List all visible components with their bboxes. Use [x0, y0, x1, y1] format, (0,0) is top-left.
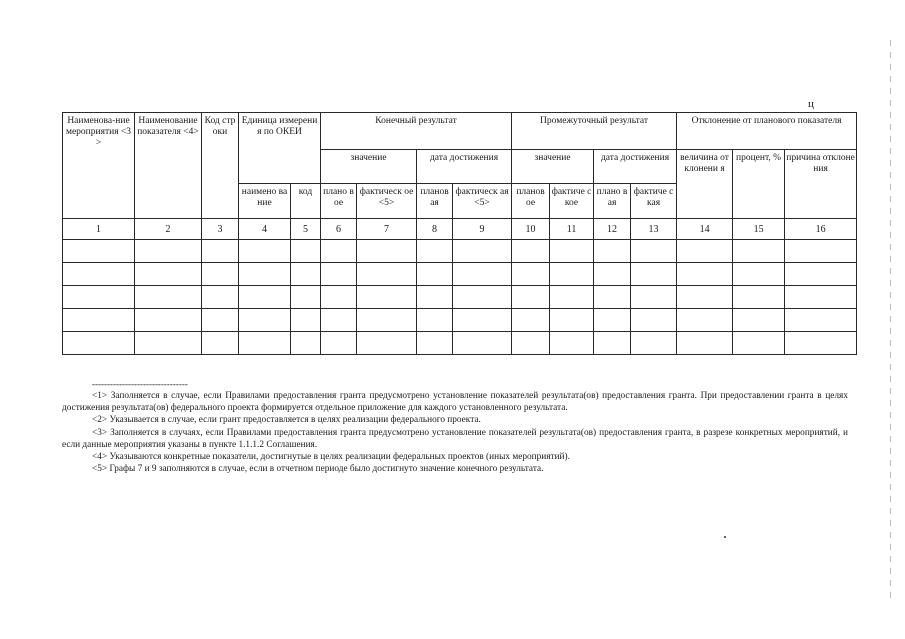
column-number: 8 — [417, 219, 453, 240]
table-cell — [321, 286, 357, 309]
column-number: 13 — [631, 219, 677, 240]
table-cell — [550, 286, 594, 309]
table-row — [63, 309, 857, 332]
table-cell — [453, 332, 512, 355]
table-cell — [785, 240, 857, 263]
column-number-row — [63, 219, 857, 240]
table-row — [63, 286, 857, 309]
column-number: 15 — [733, 219, 785, 240]
header-deviation: Отклонение от планового показателя — [677, 113, 857, 150]
table-cell — [733, 240, 785, 263]
table-cell — [594, 240, 631, 263]
table-cell — [135, 309, 202, 332]
header-indicator-name: Наименование показателя <4> — [135, 113, 202, 219]
header-deviation-percent: процент, % — [733, 150, 785, 219]
header-deviation-value: величина отклонени я — [677, 150, 733, 219]
header-final-value-plan: плано вое — [321, 184, 357, 219]
header-interim-value: значение — [512, 150, 594, 184]
table-cell — [631, 309, 677, 332]
table-cell — [631, 263, 677, 286]
table-cell — [321, 240, 357, 263]
table-cell — [417, 286, 453, 309]
column-number: 10 — [512, 219, 550, 240]
scan-edge-line — [890, 40, 891, 600]
footnotes — [62, 379, 848, 475]
table-cell — [785, 263, 857, 286]
table-cell — [733, 309, 785, 332]
column-number: 4 — [239, 219, 291, 240]
column-number: 12 — [594, 219, 631, 240]
table-cell — [453, 240, 512, 263]
header-unit-okei: Единица измерения по ОКЕИ — [239, 113, 321, 184]
footnote-rule: -------------------------------- — [92, 379, 188, 389]
table-cell — [631, 332, 677, 355]
table-cell — [239, 240, 291, 263]
header-final-result: Конечный результат — [321, 113, 512, 150]
header-unit-name: наимено вание — [239, 184, 291, 219]
column-number: 9 — [453, 219, 512, 240]
scan-speck — [724, 536, 726, 538]
table-cell — [594, 286, 631, 309]
table-cell — [202, 263, 239, 286]
header-final-date: дата достижения — [417, 150, 512, 184]
table-cell — [550, 332, 594, 355]
column-number: 7 — [357, 219, 417, 240]
table-cell — [677, 332, 733, 355]
table-cell — [291, 332, 321, 355]
table-cell — [63, 286, 135, 309]
header-interim-date-plan: плано вая — [594, 184, 631, 219]
table-cell — [291, 309, 321, 332]
table-cell — [417, 263, 453, 286]
table-cell — [733, 332, 785, 355]
table-cell — [512, 286, 550, 309]
table-cell — [677, 240, 733, 263]
table-cell — [202, 240, 239, 263]
table-cell — [135, 263, 202, 286]
header-final-date-plan: планов ая — [417, 184, 453, 219]
table-cell — [677, 286, 733, 309]
column-number: 6 — [321, 219, 357, 240]
report-table — [62, 112, 857, 355]
header-interim-value-fact: фактиче ское — [550, 184, 594, 219]
table-row — [63, 240, 857, 263]
table-cell — [63, 309, 135, 332]
table-cell — [291, 286, 321, 309]
table-cell — [594, 332, 631, 355]
column-number: 2 — [135, 219, 202, 240]
table-cell — [202, 309, 239, 332]
table-cell — [63, 332, 135, 355]
table-cell — [594, 263, 631, 286]
table-cell — [202, 286, 239, 309]
table-cell — [291, 263, 321, 286]
table-cell — [785, 332, 857, 355]
table-cell — [550, 309, 594, 332]
table-cell — [417, 332, 453, 355]
table-cell — [453, 309, 512, 332]
header-deviation-reason: причина отклонения — [785, 150, 857, 219]
table-cell — [202, 332, 239, 355]
table-cell — [785, 309, 857, 332]
table-cell — [733, 286, 785, 309]
table-cell — [321, 309, 357, 332]
column-number: 5 — [291, 219, 321, 240]
column-number: 16 — [785, 219, 857, 240]
footnote-2: <2> Указывается в случае, если грант предоставляется в целях реализации федерального проекта. — [92, 415, 481, 426]
table-cell — [239, 286, 291, 309]
header-interim-result: Промежуточный результат — [512, 113, 677, 150]
corner-mark: ц — [808, 98, 814, 110]
table-cell — [357, 240, 417, 263]
table-cell — [677, 309, 733, 332]
table-cell — [63, 263, 135, 286]
column-number: 14 — [677, 219, 733, 240]
header-unit-code: код — [291, 184, 321, 219]
table-cell — [677, 263, 733, 286]
footnote-1: <1> Заполняется в случае, если Правилами предоставления гранта предусмотрено установление показателей результата(ов) предоставления гранта. При предоставлении гранта в целях достижения результата(ов) федерального проекта формируется отдельное приложение для каждого установленного результата. — [62, 391, 848, 414]
table-cell — [453, 286, 512, 309]
table-cell — [512, 332, 550, 355]
table-cell — [631, 240, 677, 263]
footnote-5: <5> Графы 7 и 9 заполняются в случае, если в отчетном периоде было достигнуто значение конечного результата. — [92, 464, 544, 475]
table-cell — [453, 263, 512, 286]
column-number: 1 — [63, 219, 135, 240]
table-cell — [239, 263, 291, 286]
header-final-value-fact: фактическ ое <5> — [357, 184, 417, 219]
table-cell — [239, 309, 291, 332]
table-cell — [357, 309, 417, 332]
header-final-date-fact: фактическ ая <5> — [453, 184, 512, 219]
header-activity-name: Наименова-ние мероприятия <3> — [63, 113, 135, 219]
table-cell — [512, 240, 550, 263]
table-cell — [63, 240, 135, 263]
table-cell — [417, 309, 453, 332]
table-cell — [785, 286, 857, 309]
table-cell — [631, 286, 677, 309]
table-cell — [512, 309, 550, 332]
table-cell — [550, 263, 594, 286]
footnote-3: <3> Заполняется в случаях, если Правилами предоставления гранта предусмотрено установление показателей результата(ов) предоставления гранта, в разрезе конкретных мероприятий, и если данные мероприятия указаны в пункте 1.1.1.2 Соглашения. — [62, 427, 848, 450]
header-row-1 — [63, 113, 857, 150]
table-cell — [512, 263, 550, 286]
table-cell — [357, 263, 417, 286]
table-cell — [135, 332, 202, 355]
table-cell — [733, 263, 785, 286]
table-cell — [135, 240, 202, 263]
header-interim-date-fact: фактиче ская — [631, 184, 677, 219]
table-cell — [291, 240, 321, 263]
table-row — [63, 263, 857, 286]
table-cell — [239, 332, 291, 355]
table-cell — [135, 286, 202, 309]
footnote-4: <4> Указываются конкретные показатели, достигнутые в целях реализации федеральных проектов (иных мероприятий). — [92, 452, 570, 463]
column-number: 3 — [202, 219, 239, 240]
table-cell — [550, 240, 594, 263]
table-cell — [594, 309, 631, 332]
table-cell — [321, 332, 357, 355]
column-number: 11 — [550, 219, 594, 240]
header-final-value: значение — [321, 150, 417, 184]
header-interim-value-plan: планов ое — [512, 184, 550, 219]
table-cell — [357, 332, 417, 355]
table-cell — [357, 286, 417, 309]
table-row — [63, 332, 857, 355]
header-row-code: Код строки — [202, 113, 239, 219]
table-cell — [417, 240, 453, 263]
table-cell — [321, 263, 357, 286]
header-interim-date: дата достижения — [594, 150, 677, 184]
